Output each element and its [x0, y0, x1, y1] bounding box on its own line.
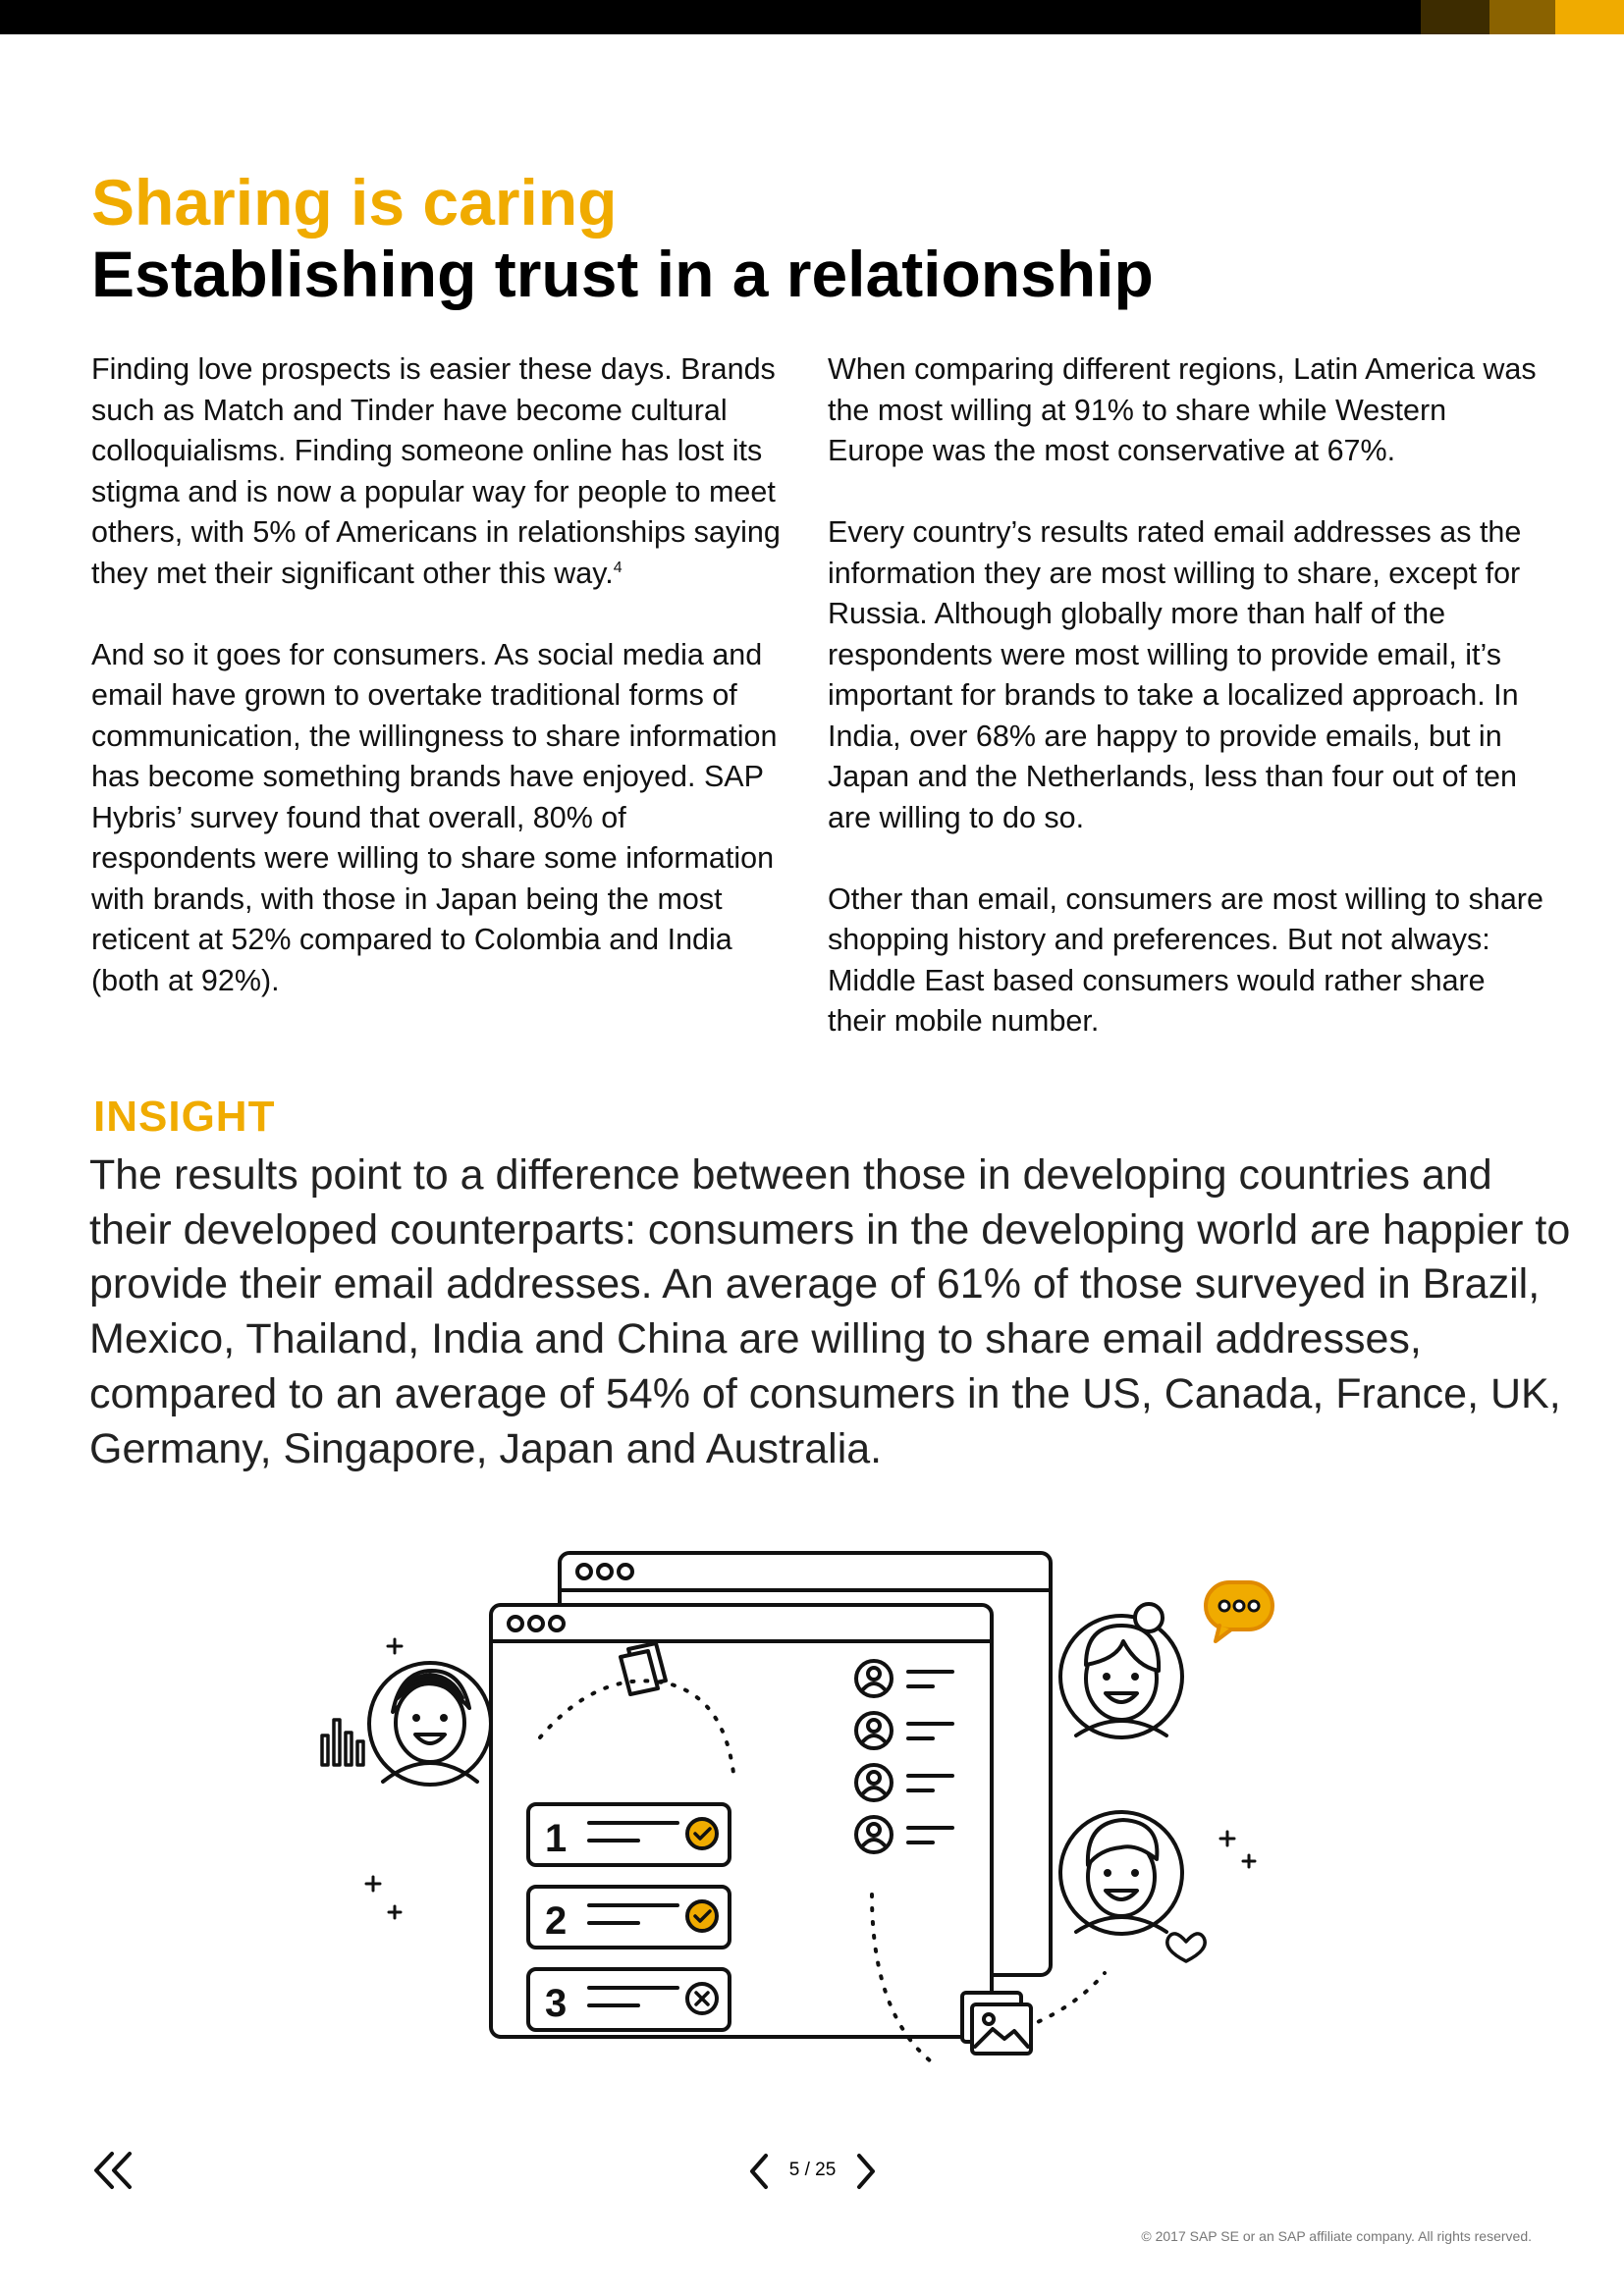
- svg-text:2: 2: [545, 1899, 568, 1943]
- footnote-ref[interactable]: 4: [613, 559, 623, 576]
- paragraph: Other than email, consumers are most willing to share shopping history and preferences. But not always: Middle East based consumers would rather share their mobile number.: [828, 881, 1543, 1038]
- body-column-right: [828, 349, 1544, 1083]
- data-sharing-illustration: [304, 1541, 1316, 2091]
- prev-page-icon[interactable]: [746, 2150, 774, 2193]
- paragraph: Every country’s results rated email addresses as the information they are most willing to share, except for Russia. Although globally more than half of the respondents were most willing to provide email, it’s important for brands to take a localized approach. In India, over 68% are happy to provide emails, but in Japan and the Netherlands, less than four out of ten are willing to do so.: [828, 515, 1522, 834]
- next-page-icon[interactable]: [851, 2150, 879, 2193]
- brand-bar-segment: [1421, 0, 1489, 34]
- list-item: [528, 1887, 730, 1948]
- page-number: 5 / 25: [788, 2160, 837, 2180]
- person-avatar: [1060, 1812, 1182, 1934]
- page-title: Establishing trust in a relationship: [91, 238, 1154, 310]
- brand-bar-segment: [1489, 0, 1556, 34]
- paragraph: When comparing different regions, Latin America was the most willing at 91% to share while Western Europe was the most conservative at 67%.: [828, 352, 1537, 467]
- check-icon: [687, 1819, 717, 1848]
- person-avatar: [1060, 1604, 1182, 1737]
- paragraph: Finding love prospects is easier these days. Brands such as Match and Tinder have become cultural colloquialisms. Finding someone online has lost its stigma and is now a popular way for people to meet others, with 5% of Americans in relationships saying they met their significant other this way.$^4$: [91, 352, 781, 590]
- section-kicker: Sharing is caring: [91, 166, 618, 239]
- back-to-start-icon[interactable]: [90, 2148, 139, 2193]
- photo-icon: [962, 1993, 1031, 2054]
- check-icon: [687, 1901, 717, 1931]
- insight-text: The results point to a difference between those in developing countries and their developed counterparts: consumers in the developing world are happier to provide their email addresses. An average of 61% of those surveyed in Brazil, Mexico, Thailand, India and China are willing to share email addresses, compared to an average of 54% of consumers in the US, Canada, France, UK, Germany, Singapore, Japan and Australia.: [89, 1151, 1571, 1472]
- heart-icon: [1167, 1934, 1205, 1961]
- paragraph: And so it goes for consumers. As social media and email have grown to overtake traditional forms of communication, the willingness to share information has become something brands have enjoyed. SAP Hybris’ survey found that overall, 80% of respondents were willing to share some information with brands, with those in Japan being the most reticent at 52% compared to Colombia and India (both at 92%).: [91, 637, 778, 997]
- copyright-notice: © 2017 SAP SE or an SAP affiliate company. All rights reserved.: [1141, 2228, 1532, 2244]
- svg-text:3: 3: [545, 1982, 568, 2025]
- top-brand-bar: [0, 0, 1624, 34]
- insight-label: INSIGHT: [93, 1093, 276, 1141]
- document-icon: [621, 1643, 666, 1694]
- person-avatar: [369, 1663, 491, 1785]
- svg-text:1: 1: [545, 1817, 568, 1860]
- list-item: [528, 1969, 730, 2030]
- brand-bar-segment: [1555, 0, 1624, 34]
- body-column-left: [91, 349, 793, 1042]
- pagination: [746, 2150, 879, 2193]
- chat-bubble-icon: [1206, 1582, 1272, 1641]
- list-item: [528, 1804, 730, 1865]
- chart-icon: [322, 1720, 363, 1765]
